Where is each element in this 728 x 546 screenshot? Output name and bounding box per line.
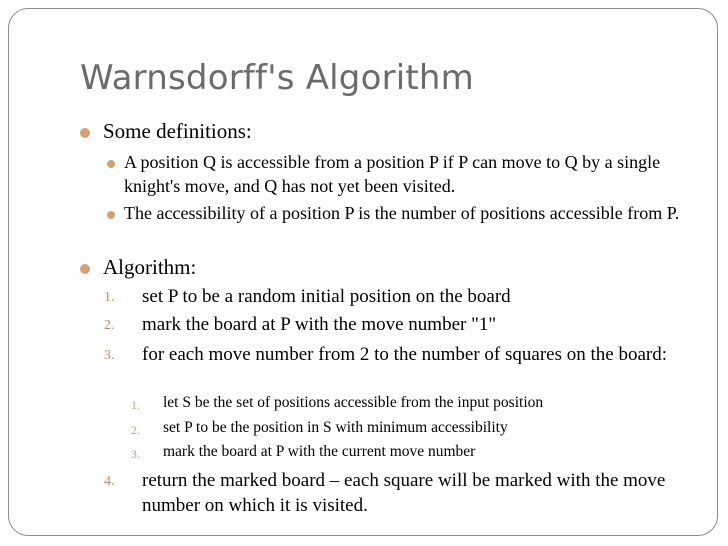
step-number: 2. bbox=[104, 318, 115, 333]
step-number: 4. bbox=[104, 474, 115, 489]
definition-item: A position Q is accessible from a position P if P can move to Q by a single knight's move, and Q has not yet been visited. bbox=[124, 152, 661, 196]
substep-text: mark the board at P with the current move number bbox=[163, 443, 476, 460]
bullet-icon bbox=[107, 211, 115, 219]
definitions-heading: Some definitions: bbox=[103, 119, 252, 143]
bullet-icon bbox=[80, 264, 90, 274]
substep-number: 1. bbox=[131, 398, 140, 412]
step-text: set P to be a random initial position on the board bbox=[142, 286, 511, 307]
step-number: 1. bbox=[104, 290, 115, 305]
substep-text: set P to be the position in S with minimum accessibility bbox=[163, 419, 508, 436]
step-text: for each move number from 2 to the number of squares on the board: bbox=[142, 344, 667, 365]
algorithm-heading: Algorithm: bbox=[103, 255, 197, 279]
step-text: mark the board at P with the move number "1" bbox=[142, 314, 497, 335]
substep-text: let S be the set of positions accessible from the input position bbox=[163, 394, 544, 411]
bullet-icon bbox=[80, 128, 90, 138]
step-number: 3. bbox=[104, 348, 115, 363]
substep-number: 3. bbox=[131, 447, 140, 461]
bullet-icon bbox=[107, 160, 115, 168]
step-text: return the marked board – each square will be marked with the move number on which it is visited. bbox=[142, 470, 666, 516]
substep-number: 2. bbox=[131, 423, 140, 437]
slide-title: Warnsdorff's Algorithm bbox=[80, 58, 475, 98]
definition-item: The accessibility of a position P is the number of positions accessible from P. bbox=[124, 203, 680, 223]
